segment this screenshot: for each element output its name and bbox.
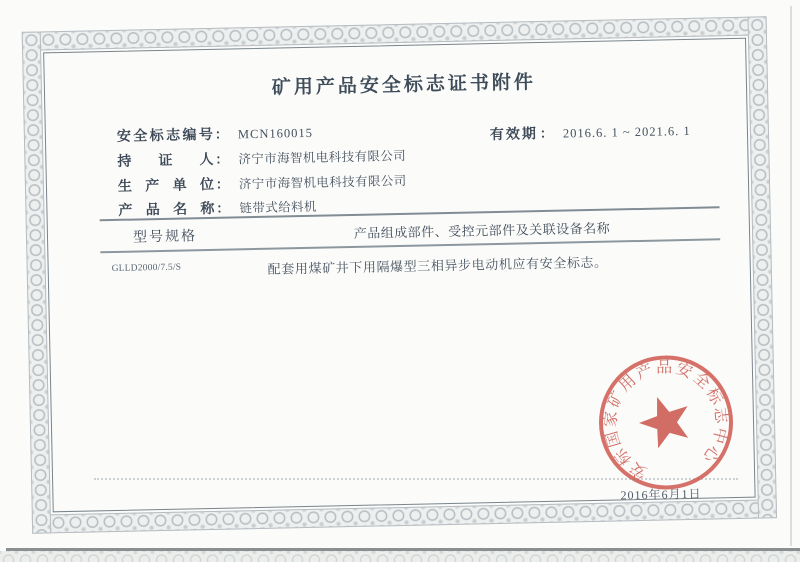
mark-number-label: 安全标志编号 xyxy=(116,127,214,145)
table-row-description: 配套用煤矿井下用隔爆型三相异步电动机应有安全标志。 xyxy=(267,254,608,277)
manufacturer-label: 生产单位 xyxy=(117,177,215,195)
colon: ： xyxy=(216,200,230,216)
table-row-model-value: GLLD2000/7.5/S xyxy=(111,262,182,275)
table-header-model: 型号规格 xyxy=(132,229,198,246)
colon: ： xyxy=(214,126,229,142)
product-name-label: 产品名称 xyxy=(118,201,215,219)
holder-label: 持证人 xyxy=(117,152,214,170)
underlying-page-band xyxy=(0,551,800,562)
certificate-title: 矿用产品安全标志证书附件 xyxy=(271,72,537,99)
colon: ： xyxy=(215,151,229,167)
issue-date: 2016年6月1日 xyxy=(620,486,702,503)
colon: ： xyxy=(539,125,554,142)
manufacturer-value: 济宁市海智机电科技有限公司 xyxy=(238,173,407,192)
official-red-seal xyxy=(578,334,754,510)
table-header-components: 产品组成部件、受控元部件及关联设备名称 xyxy=(353,220,611,241)
colon: ： xyxy=(215,176,230,192)
field-mark-number xyxy=(117,122,313,146)
product-name-value: 链带式给料机 xyxy=(239,199,317,216)
holder-value: 济宁市海智机电科技有限公司 xyxy=(238,148,407,167)
field-validity xyxy=(490,120,691,144)
paper-right-edge xyxy=(790,6,792,546)
validity-value: 2016.6. 1 ~ 2021.6. 1 xyxy=(562,123,691,141)
validity-label: 有效期 xyxy=(489,127,539,144)
seal-star-icon xyxy=(635,392,695,451)
mark-number-value: MCN160015 xyxy=(237,125,314,142)
seal-text: 安标国家矿用产品安全标志中心 xyxy=(602,359,730,482)
